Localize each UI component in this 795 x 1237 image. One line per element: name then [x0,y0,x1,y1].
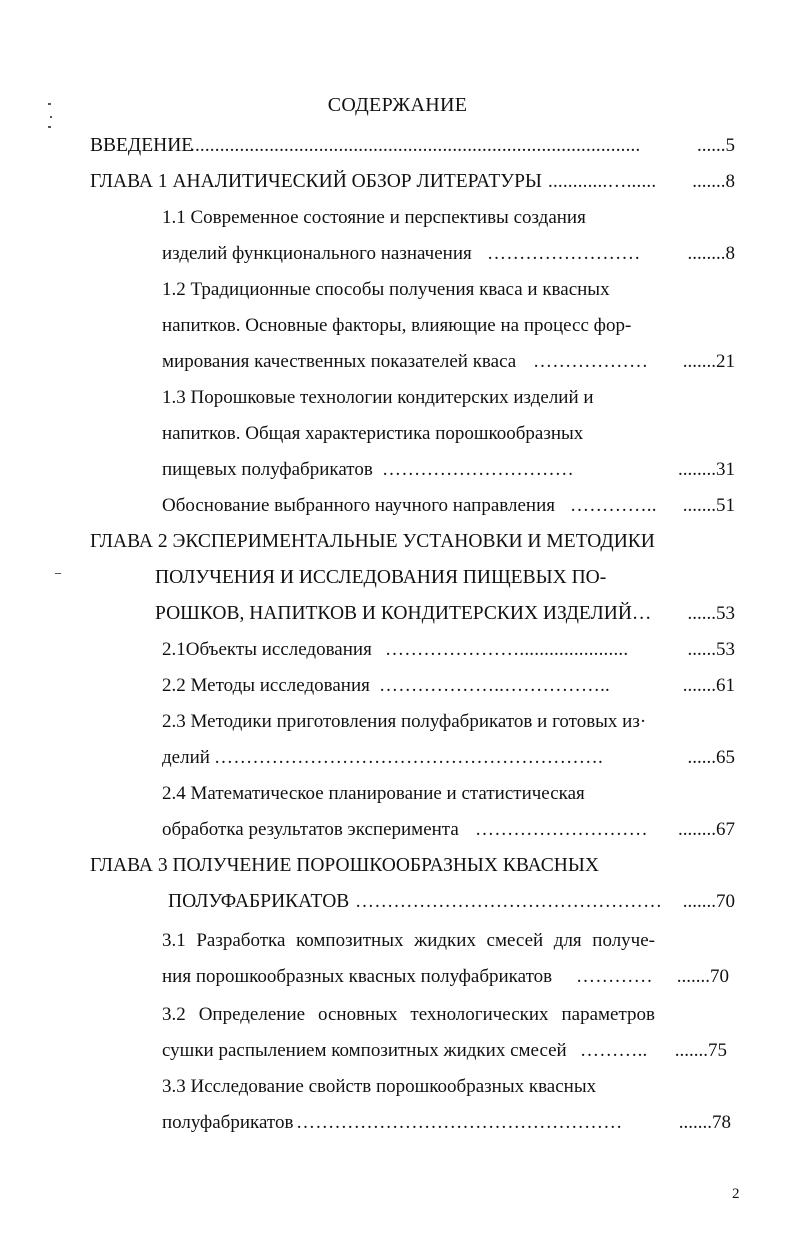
toc-entry-text: мирования качественных показателей кваса [162,351,517,372]
toc-entry-text: полуфабрикатов [162,1112,294,1133]
toc-entry-text: 3.1 Разработка композитных жидких смесей для получе- [162,930,655,951]
toc-entry-text: ГЛАВА 3 ПОЛУЧЕНИЕ ПОРОШКООБРАЗНЫХ КВАСНЫХ [90,855,599,876]
toc-leader-dots: …………………………………………… [296,1112,623,1133]
page-title: СОДЕРЖАНИЕ [327,94,468,116]
toc-entry-text: напитков. Основные факторы, влияющие на процесс фор- [162,315,632,336]
toc-page-number: ......5 [697,135,735,156]
toc-entry-text: 2.1Объекты исследования [162,639,372,660]
toc-entry-text: 1.2 Традиционные способы получения кваса и квасных [162,279,610,300]
toc-leader-dots: ………………………………………… [355,891,663,912]
toc-entry-text: пищевых полуфабрикатов [162,459,373,480]
toc-leader-dots: ………………..…………….. [379,675,610,696]
toc-leader-dots: ……………… [533,351,649,372]
toc-entry-text: напитков. Общая характеристика порошкообразных [162,423,584,444]
toc-entry-text: 3.2 Определение основных технологических параметров [162,1004,655,1025]
scan-mark [48,126,51,128]
toc-entry-text: 2.3 Методики приготовления полуфабрикатов и готовых из· [162,711,647,732]
toc-page-number: ........8 [687,243,735,264]
toc-entry-text: 3.3 Исследование свойств порошкообразных квасных [162,1076,597,1097]
toc-entry-text: изделий функционального назначения [162,243,472,264]
toc-entry-text: 1.3 Порошковые технологии кондитерских изделий и [162,387,594,408]
toc-leader-dots: …………………… [487,243,641,264]
toc-leader-dots: ........................................................................................... [190,135,641,156]
toc-entry-text: 1.1 Современное состояние и перспективы создания [162,207,586,228]
toc-entry-text: ВВЕДЕНИЕ [90,135,194,156]
toc-page-number: .......21 [682,351,735,372]
toc-leader-dots: ……………………………………………………. [214,747,603,768]
page-number: 2 [732,1186,740,1202]
toc-entry-text: сушки распылением композитных жидких смесей [162,1040,567,1061]
toc-entry-text: ния порошкообразных квасных полуфабрикатов [162,966,553,987]
toc-entry-text: ГЛАВА 1 АНАЛИТИЧЕСКИЙ ОБЗОР ЛИТЕРАТУРЫ [90,171,542,192]
toc-page-number: ......53 [687,603,735,624]
toc-leader-dots: …………………...................... [385,639,629,660]
toc-entry-text: 2.2 Методы исследования [162,675,370,696]
toc-entry-text: ПОЛУЧЕНИЯ И ИССЛЕДОВАНИЯ ПИЩЕВЫХ ПО- [155,567,607,588]
toc-page-number: ........67 [678,819,735,840]
toc-page-number: ......65 [687,747,735,768]
toc-page-number: .......8 [692,171,735,192]
toc-leader-dots: ……………………… [475,819,648,840]
toc-page-number: .......75 [674,1040,727,1061]
toc-entry-text: РОШКОВ, НАПИТКОВ И КОНДИТЕРСКИХ ИЗДЕЛИЙ… [155,603,652,624]
toc-page-number: .......51 [682,495,735,516]
toc-leader-dots: ………………………… [382,459,574,480]
toc-page-number: ......53 [687,639,735,660]
toc-page-number: .......61 [682,675,735,696]
toc-entry-text: 2.4 Математическое планирование и статистическая [162,783,585,804]
toc-leader-dots: ……….. [580,1040,648,1061]
toc-entry-text: обработка результатов эксперимента [162,819,459,840]
scan-mark [55,573,61,574]
toc-leader-dots: ………….. [570,495,657,516]
toc-leader-dots: ………… [576,966,653,987]
toc-page-number: .......70 [676,966,729,987]
toc-page-number: ........31 [678,459,735,480]
toc-leader-dots: ............…...... [548,171,657,192]
toc-entry-text: ГЛАВА 2 ЭКСПЕРИМЕНТАЛЬНЫЕ УСТАНОВКИ И МЕТОДИКИ [90,531,655,552]
toc-entry-text: ПОЛУФАБРИКАТОВ [168,891,350,912]
toc-page-number: .......78 [678,1112,731,1133]
toc-entry-text: Обоснование выбранного научного направления [162,495,555,516]
toc-entry-text: делий [162,747,210,768]
toc-page-number: .......70 [682,891,735,912]
